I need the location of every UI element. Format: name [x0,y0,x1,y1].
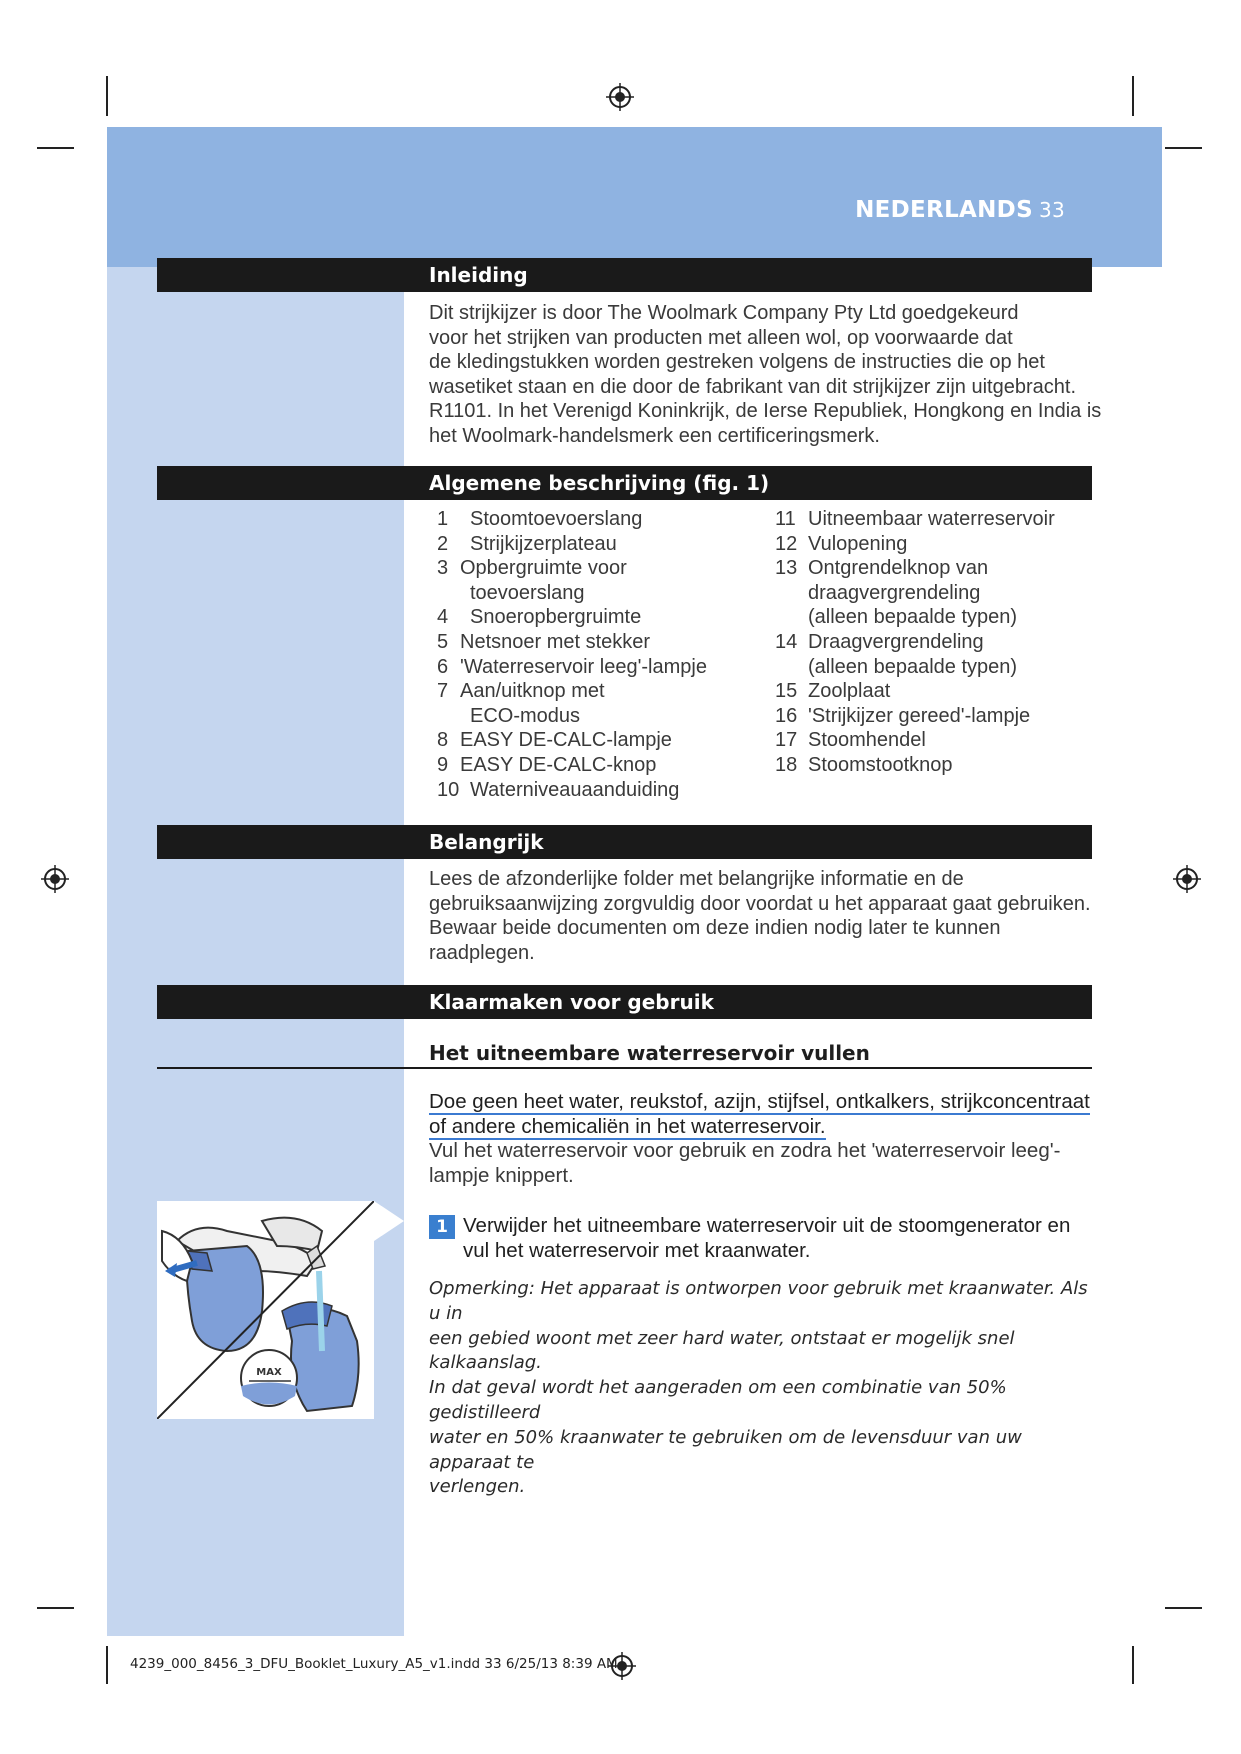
step-line: Verwijder het uitneembare waterreservoir uit de stoomgenerator en [463,1214,1071,1237]
list-item-label: 'Strijkijzer gereed'-lampje [808,704,1031,727]
crop-mark [106,76,108,116]
registration-mark-icon [605,82,635,112]
list-item-label: Netsnoer met stekker [460,631,651,653]
figure-pointer [374,1201,404,1241]
list-item-number: 9 [437,754,449,776]
list-item-label: ECO-modus [470,704,581,727]
crop-mark [37,1607,74,1609]
section-title: Algemene beschrijving (fig. 1) [429,471,770,495]
list-item-label: Vulopening [808,532,908,555]
subsection-title: Het uitneembare waterreservoir vullen [429,1041,870,1065]
list-item-number: 11 [775,508,796,530]
crop-mark [1132,1646,1134,1684]
section-bar-intro [157,258,1092,292]
list-item-label: toevoerslang [470,581,585,604]
list-item-number: 16 [775,704,798,727]
footer-file-info: 4239_000_8456_3_DFU_Booklet_Luxury_A5_v1.indd 33 6/25/13 8:39 AM [130,1656,618,1672]
list-item-number: 7 [437,680,449,703]
important-paragraph [429,867,1109,965]
note-line: In dat geval wordt het aangeraden om een combinatie van 50% gedistilleerd [429,1377,1007,1423]
list-item-number: 1 [437,508,449,530]
intro-line: de kledingstukken worden gestreken volgens de instructies die op het [429,351,1045,373]
section-title: Belangrijk [429,830,544,854]
list-item-number: 10 [437,778,460,801]
list-item-label: Stoomhendel [808,729,926,752]
section-bar-important [157,825,1092,859]
intro-paragraph [429,301,1109,448]
list-item-label: (alleen bepaalde typen) [808,606,1018,629]
list-item-label: Waterniveauaanduiding [470,778,680,801]
list-item-label: EASY DE-CALC-lampje [460,729,672,752]
list-item-number: 8 [437,729,449,752]
registration-mark-icon [1172,864,1202,894]
crop-mark [106,1646,108,1684]
important-line: gebruiksaanwijzing zorgvuldig door voordat u het apparaat gaat gebruiken. [429,892,1091,915]
list-item-label: Stoomtoevoerslang [470,508,643,530]
list-item-label: Uitneembaar waterreservoir [808,508,1055,530]
important-line: Bewaar beide documenten om deze indien nodig later te kunnen [429,917,1001,939]
crop-mark [1132,76,1134,116]
step-line: vul het waterreservoir met kraanwater. [463,1239,811,1262]
important-line: Lees de afzonderlijke folder met belangrijke informatie en de [429,868,964,890]
intro-line: wasetiket staan en die door de fabrikant van dit strijkijzer zijn uitgebracht. [429,375,1077,398]
page-header [855,197,1065,223]
list-item-label: 'Waterreservoir leeg'-lampje [460,655,707,678]
registration-mark-icon [40,864,70,894]
list-item-label: (alleen bepaalde typen) [808,655,1018,678]
language-title: NEDERLANDS [855,197,1033,223]
list-item-label: Snoeropbergruimte [470,606,642,629]
page-number: 33 [1038,198,1065,222]
section-bar-prepare [157,985,1092,1019]
list-item-number: 12 [775,532,798,555]
list-item-label: Ontgrendelknop van [808,557,989,580]
list-item-number: 5 [437,631,449,653]
list-item-number: 15 [775,680,798,703]
note-line: water en 50% kraanwater te gebruiken om de levensduur van uw apparaat te [429,1426,1022,1473]
warning-line: of andere chemicaliën in het waterreservoir. [429,1114,826,1138]
note-line: Opmerking: Het apparaat is ontworpen voor gebruik met kraanwater. Als u in [429,1278,1088,1324]
list-item-label: Draagvergrendeling [808,631,984,653]
list-item-number: 18 [775,754,798,776]
warning-text [429,1090,1099,1188]
note-line: een gebied woont met zeer hard water, ontstaat er mogelijk snel kalkaanslag. [429,1327,1015,1374]
warning-line: Doe geen heet water, reukstof, azijn, stijfsel, ontkalkers, strijkconcentraat [429,1090,1090,1113]
step-number-badge: 1 [429,1215,455,1239]
list-item-label: draagvergrendeling [808,581,981,604]
list-item-label: Opbergruimte voor [460,557,627,580]
subsection-rule [157,1067,1092,1069]
intro-line: het Woolmark-handelsmerk een certificeringsmerk. [429,424,880,447]
crop-mark [1165,1607,1202,1609]
section-title: Klaarmaken voor gebruik [429,990,714,1014]
list-item-number: 13 [775,557,798,580]
list-item-label: EASY DE-CALC-knop [460,754,657,776]
intro-line: Dit strijkijzer is door The Woolmark Company Pty Ltd goedgekeurd [429,302,1019,324]
list-item-number: 4 [437,606,449,629]
section-bar-general [157,466,1092,500]
illustration-svg [157,1201,374,1419]
list-item-number: 14 [775,631,798,653]
list-item-label: Stoomstootknop [808,754,953,776]
section-title: Inleiding [429,263,528,287]
fill-reservoir-illustration [157,1201,374,1419]
list-item-number: 6 [437,655,449,678]
crop-mark [37,147,74,149]
list-item-label: Aan/uitknop met [460,680,605,703]
list-item-number: 2 [437,532,449,555]
crop-mark [1165,147,1202,149]
intro-line: R1101. In het Verenigd Koninkrijk, de Ierse Republiek, Hongkong en India is [429,400,1102,422]
instruction-line: Vul het waterreservoir voor gebruik en zodra het 'waterreservoir leeg'- [429,1139,1061,1162]
important-line: raadplegen. [429,941,535,964]
list-item-label: Strijkijzerplateau [470,532,617,555]
list-item-number: 3 [437,557,449,580]
intro-line: voor het strijken van producten met alleen wol, op voorwaarde dat [429,326,1013,349]
instruction-line: lampje knippert. [429,1163,574,1187]
note-paragraph [429,1277,1104,1500]
list-item-label: Zoolplaat [808,680,891,703]
note-line: verlengen. [429,1476,526,1498]
step-text [463,1213,1103,1263]
max-label: MAX [256,1367,282,1378]
list-item-number: 17 [775,729,798,752]
